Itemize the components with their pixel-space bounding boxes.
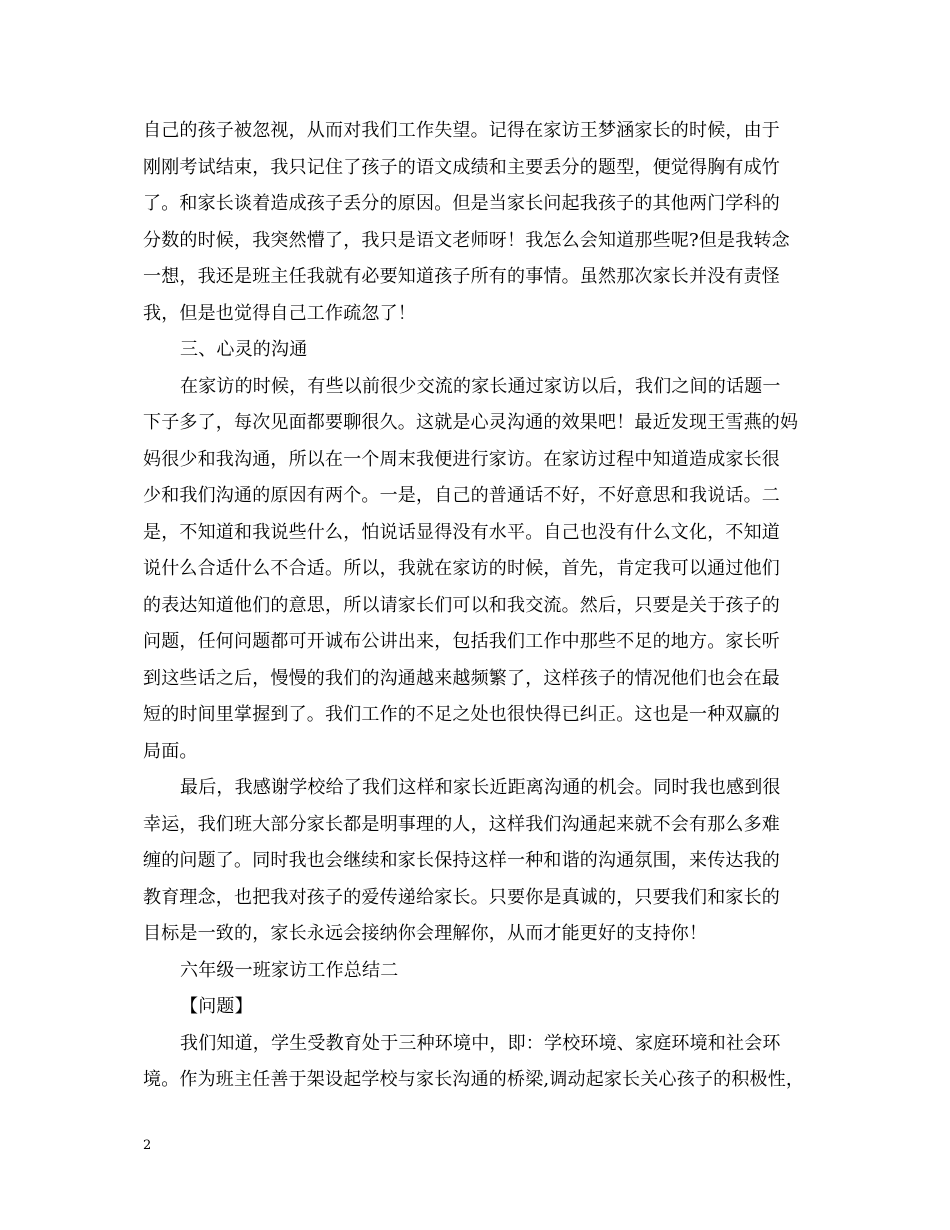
text-line: 妈很少和我沟通，所以在一个周末我便进行家访。在家访过程中知道造成家长很	[143, 448, 780, 470]
text-line: 幸运，我们班大部分家长都是明事理的人，这样我们沟通起来就不会有那么多难	[143, 813, 780, 835]
text-line: 我，但是也觉得自己工作疏忽了！	[143, 302, 416, 324]
text-line: 自己的孩子被忽视，从而对我们工作失望。记得在家访王梦涵家长的时候，由于	[143, 120, 780, 141]
text-line: 刚刚考试结束，我只记住了孩子的语文成绩和主要丢分的题型，便觉得胸有成竹	[143, 156, 780, 178]
text-line: 短的时间里掌握到了。我们工作的不足之处也很快得已纠正。这也是一种双赢的	[143, 704, 780, 725]
text-line: 教育理念，也把我对孩子的爱传递给家长。只要你是真诚的，只要我们和家长的	[143, 886, 780, 908]
text-line: 到这些话之后，慢慢的我们的沟通越来越频繁了，这样孩子的情况他们也会在最	[143, 667, 780, 689]
text-line: 少和我们沟通的原因有两个。一是，自己的普通话不好，不好意思和我说话。二	[143, 485, 780, 506]
text-line: 缠的问题了。同时我也会继续和家长保持这样一种和谐的沟通氛围，来传达我的	[143, 850, 780, 871]
text-line: 目标是一致的，家长永远会接纳你会理解你，从而才能更好的支持你！	[143, 923, 708, 944]
text-line: 问题，任何问题都可开诚布公讲出来，包括我们工作中那些不足的地方。家长听	[143, 631, 780, 652]
text-line: 局面。	[143, 740, 198, 762]
text-line: 的表达知道他们的意思，所以请家长们可以和我交流。然后，只要是关于孩子的	[143, 594, 780, 616]
text-line: 是，不知道和我说些什么，怕说话显得没有水平。自己也没有什么文化，不知道	[143, 521, 780, 543]
text-line: 在家访的时候，有些以前很少交流的家长通过家访以后，我们之间的话题一	[180, 375, 781, 397]
text-line: 了。和家长谈着造成孩子丢分的原因。但是当家长问起我孩子的其他两门学科的	[143, 193, 780, 214]
text-line: 三、心灵的沟通	[180, 339, 308, 360]
text-line: 六年级一班家访工作总结二	[180, 959, 399, 981]
text-line: 境。作为班主任善于架设起学校与家长沟通的桥梁,调动起家长关心孩子的积极性，	[143, 1069, 805, 1090]
text-line: 最后，我感谢学校给了我们这样和家长近距离沟通的机会。同时我也感到很	[180, 777, 781, 798]
text-line: 说什么合适什么不合适。所以，我就在家访的时候，首先，肯定我可以通过他们	[143, 558, 780, 579]
text-line: 下子多了，每次见面都要聊很久。这就是心灵沟通的效果吧！最近发现王雪燕的妈	[143, 412, 799, 433]
text-line: 【问题】	[180, 996, 253, 1017]
page-number: 2	[143, 1138, 152, 1153]
document-body	[143, 113, 815, 1099]
text-line: 分数的时候，我突然懵了，我只是语文老师呀！我怎么会知道那些呢?但是我转念	[143, 229, 790, 251]
text-line: 一想，我还是班主任我就有必要知道孩子所有的事情。虽然那次家长并没有责怪	[143, 266, 780, 287]
text-line: 我们知道，学生受教育处于三种环境中，即：学校环境、家庭环境和社会环	[180, 1032, 781, 1054]
